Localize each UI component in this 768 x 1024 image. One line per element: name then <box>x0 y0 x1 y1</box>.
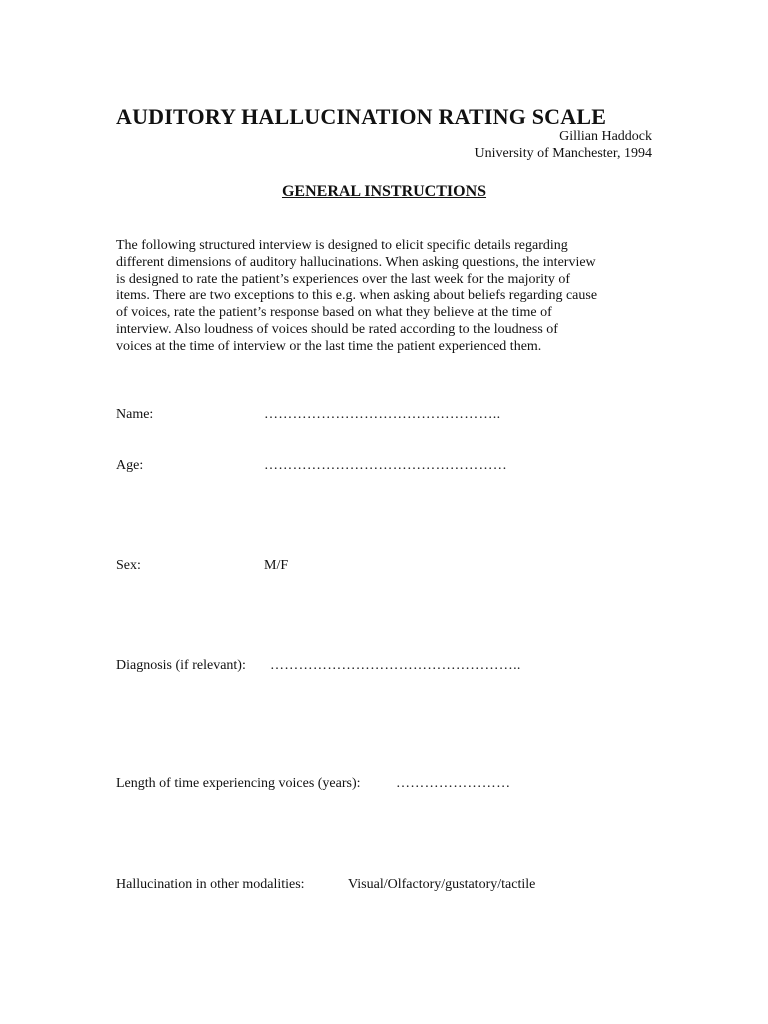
instruction-line: of voices, rate the patient’s response based on what they believe at the time of <box>116 305 552 321</box>
instruction-line: voices at the time of interview or the last time the patient experienced them. <box>116 338 542 354</box>
other-modalities-label: Hallucination in other modalities: <box>116 877 305 892</box>
instruction-line: interview. Also loudness of voices should be rated according to the loudness of <box>116 321 558 337</box>
diagnosis-label: Diagnosis (if relevant): <box>116 658 246 673</box>
section-heading: GENERAL INSTRUCTIONS <box>281 183 487 200</box>
document-title: AUDITORY HALLUCINATION RATING SCALE <box>116 104 607 129</box>
sex-label: Sex: <box>116 558 141 573</box>
diagnosis-field[interactable]: …………………………………………….. <box>270 658 521 673</box>
voices-duration-label: Length of time experiencing voices (years): <box>116 776 361 791</box>
other-modalities-options[interactable]: Visual/Olfactory/gustatory/tactile <box>348 877 536 892</box>
instruction-line: The following structured interview is designed to elicit specific details regarding <box>116 238 568 253</box>
author-name: Gillian Haddock <box>559 129 652 144</box>
age-label: Age: <box>116 458 144 473</box>
instruction-line: different dimensions of auditory hallucinations. When asking questions, the interview <box>116 254 596 270</box>
instructions-paragraph <box>116 238 656 356</box>
voices-duration-field[interactable]: …………………… <box>396 776 511 791</box>
sex-field[interactable]: M/F <box>264 558 289 573</box>
instruction-line: items. There are two exceptions to this e.g. when asking about beliefs regarding cause <box>116 288 598 304</box>
age-field[interactable]: …………………………………………… <box>264 458 508 473</box>
author-affiliation: University of Manchester, 1994 <box>474 146 652 161</box>
name-field[interactable]: ………………………………………….. <box>264 407 501 422</box>
instruction-line: is designed to rate the patient’s experiences over the last week for the majority of <box>116 271 571 287</box>
name-label: Name: <box>116 407 154 422</box>
